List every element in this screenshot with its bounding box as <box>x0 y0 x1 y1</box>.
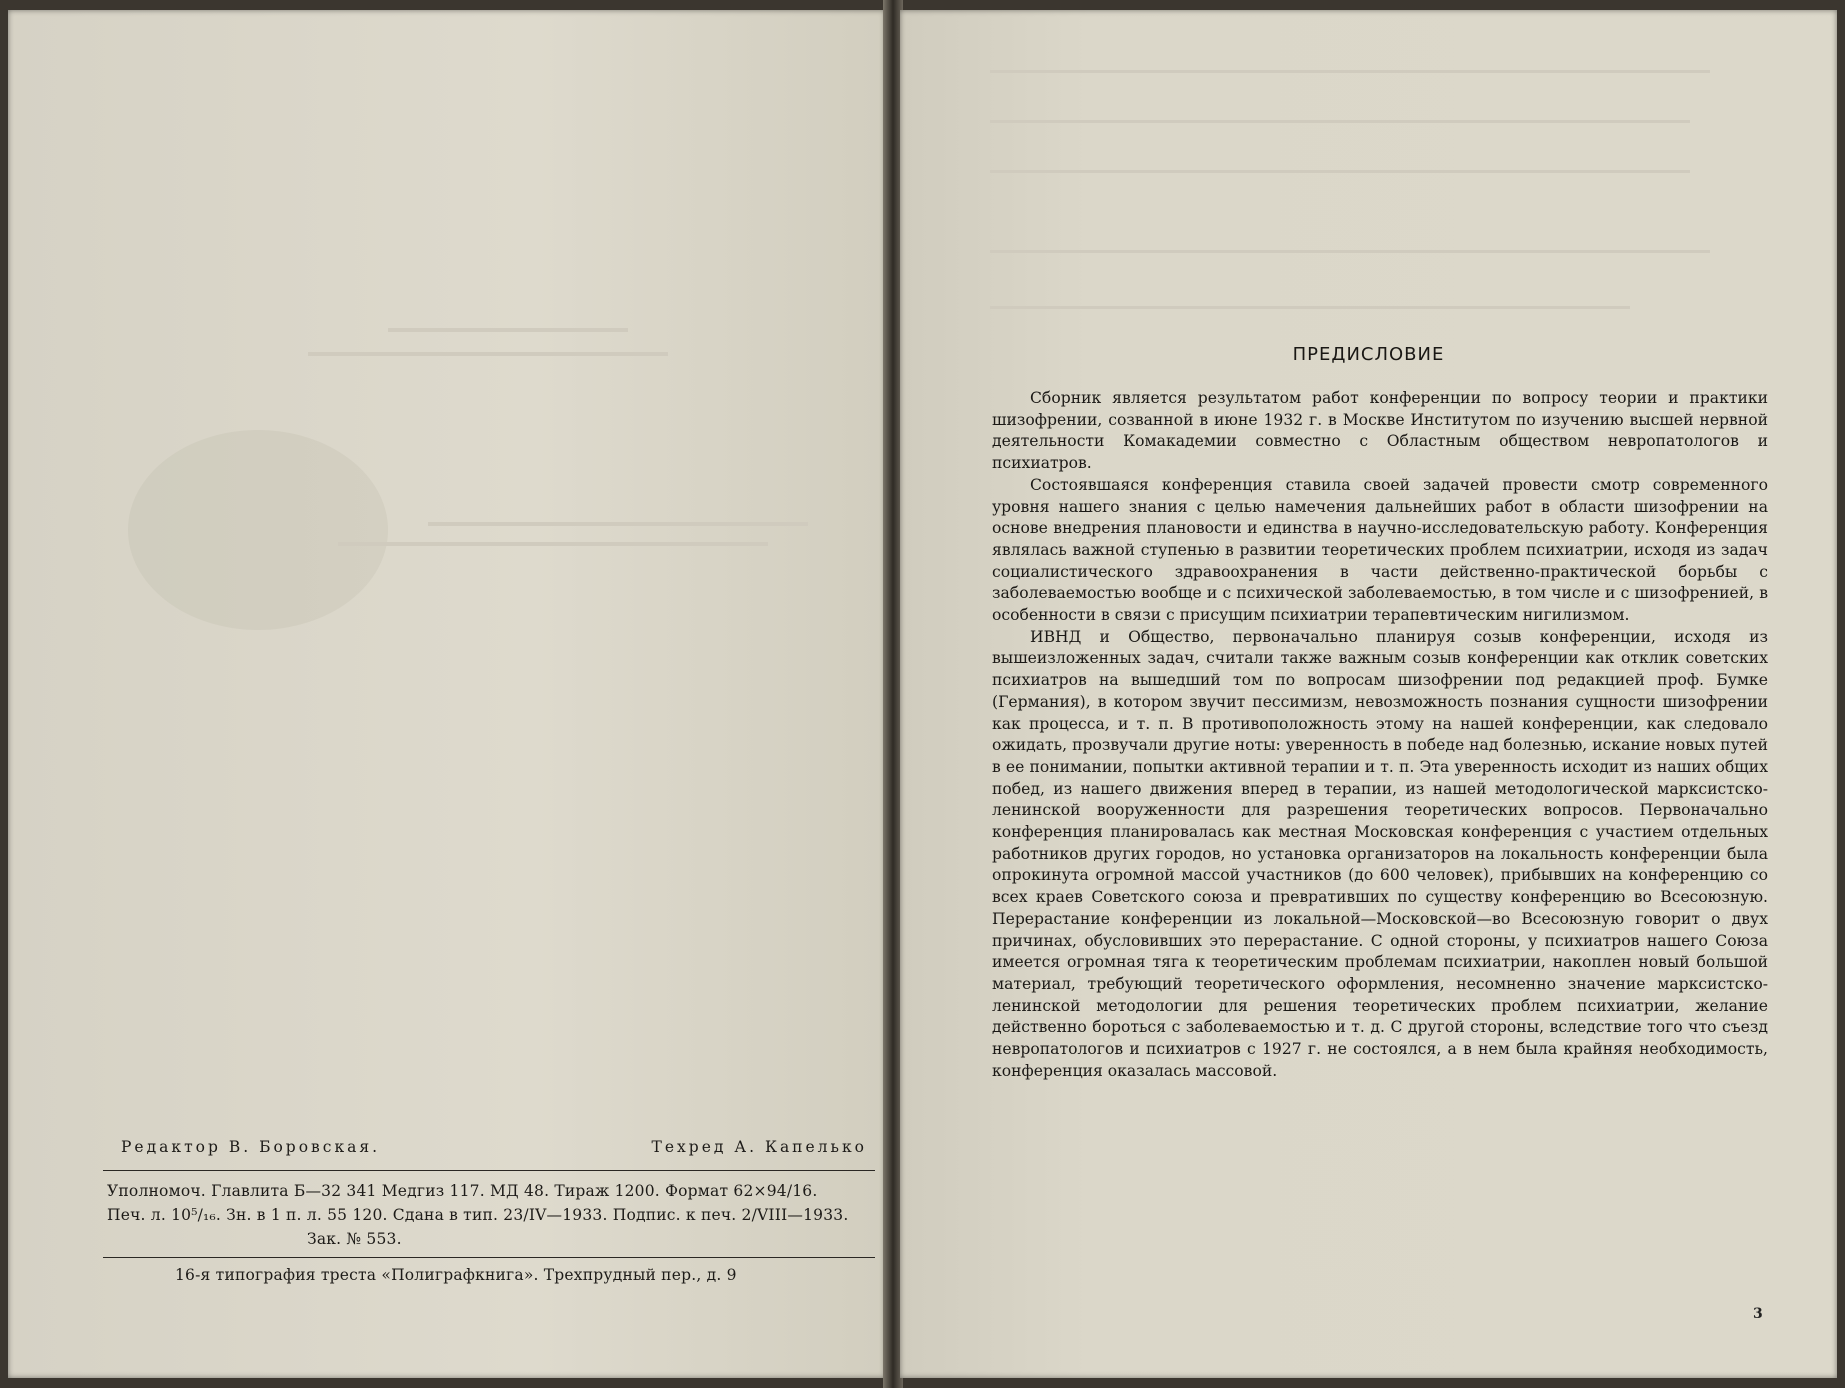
imprint-details <box>103 1171 875 1257</box>
show-through-line <box>990 120 1690 123</box>
printer-info: 16-я типография треста «Полиграфкнига». Трехпрудный пер., д. 9 <box>175 1266 737 1284</box>
show-through-line <box>338 542 768 546</box>
paragraph: Сборник является результатом работ конференции по вопросу теории и практики шизофрении, созванной в июне 1932 г. в Москве Институтом по изучению высшей нервной деятельности Комакадемии совместно с Областным обществом невропатологов и психиатров. <box>992 389 1768 473</box>
show-through-line <box>388 328 628 332</box>
show-through-line <box>428 522 808 526</box>
show-through-line <box>990 250 1710 253</box>
right-page <box>900 10 1837 1378</box>
editor-credit: Редактор В. Боровская. <box>121 1138 381 1156</box>
paragraph: Состоявшаяся конференция ставила своей задачей провести смотр современного уровня нашего знания с целью намечения дальнейших работ в области шизофрении на основе внедрения плановости и единства в научно-исследовательскую работу. Конференция являлась важной ступенью в развитии теоретических проблем психиатрии, исходя из задач социалистического здравоохранения в части действенно-практической борьбы с заболеваемостью вообще и с психической заболеваемостью, в том числе и с шизофренией, в особенности в связи с присущим психиатрии терапевтическим нигилизмом. <box>992 475 1768 625</box>
imprint-block <box>103 1138 875 1284</box>
imprint-credits <box>103 1138 875 1156</box>
show-through-line <box>308 352 668 356</box>
show-through-line <box>990 170 1690 173</box>
imprint-line-3: Зак. № 553. <box>307 1230 402 1248</box>
page-title: ПРЕДИСЛОВИЕ <box>1292 344 1445 365</box>
page-number: 3 <box>1753 1306 1763 1322</box>
preface-body <box>992 388 1768 1083</box>
paragraph: ИВНД и Общество, первоначально планируя созыв конференции, исходя из вышеизложенных задач, считали также важным созыв конференции как отклик советских психиатров на вышедший том по вопросам шизофрении под редакцией проф. Бумке (Германия), в котором звучит пессимизм, невозможность познания сущности шизофрении как процесса, и т. п. В противоположность этому на нашей конференции, как следовало ожидать, прозвучали другие ноты: уверенность в победе над болезнью, искание новых путей в ее понимании, попытки активной терапии и т. п. Эта уверенность исходит из наших общих побед, из нашего движения вперед в терапии, из нашей методологической марксистско-ленинской вооруженности для разрешения теоретических вопросов. Первоначально конференция планировалась как местная Московская конференция с участием отдельных работников других городов, но установка организаторов на локальность конференции была опрокинута огромной массой участников (до 600 человек), прибывших на конференцию со всех краев Советского союза и превративших по существу конференцию во Всесоюзную. Перерастание конференции из локальной—Московской—во Всесоюзную говорит о двух причинах, обусловивших это перерастание. С одной стороны, у психиатров нашего Союза имеется огромная тяга к теоретическим проблемам психиатрии, накоплен новый большой материал, требующий теоретического оформления, несомненно значение марксистско-ленинской методологии для решения теоретических проблем психиатрии, желание действенно бороться с заболеваемостью и т. д. С другой стороны, вследствие того что съезд невропатологов и психиатров с 1927 г. не состоялся, а в нем была крайняя необходимость, конференция оказалась массовой. <box>992 627 1768 1080</box>
left-page <box>8 10 885 1378</box>
show-through-line <box>990 70 1710 73</box>
show-through-line <box>990 306 1630 309</box>
paper-stain <box>128 430 388 630</box>
imprint-line-1: Уполномоч. Главлита Б—32 341 Медгиз 117. МД 48. Тираж 1200. Формат 62×94/16. <box>107 1182 818 1200</box>
imprint-line-2: Печ. л. 10⁵/₁₆. Зн. в 1 п. л. 55 120. Сдана в тип. 23/IV—1933. Подпис. к печ. 2/VIII—1933. <box>107 1206 849 1224</box>
techred-credit: Техред А. Капелько <box>651 1138 867 1156</box>
